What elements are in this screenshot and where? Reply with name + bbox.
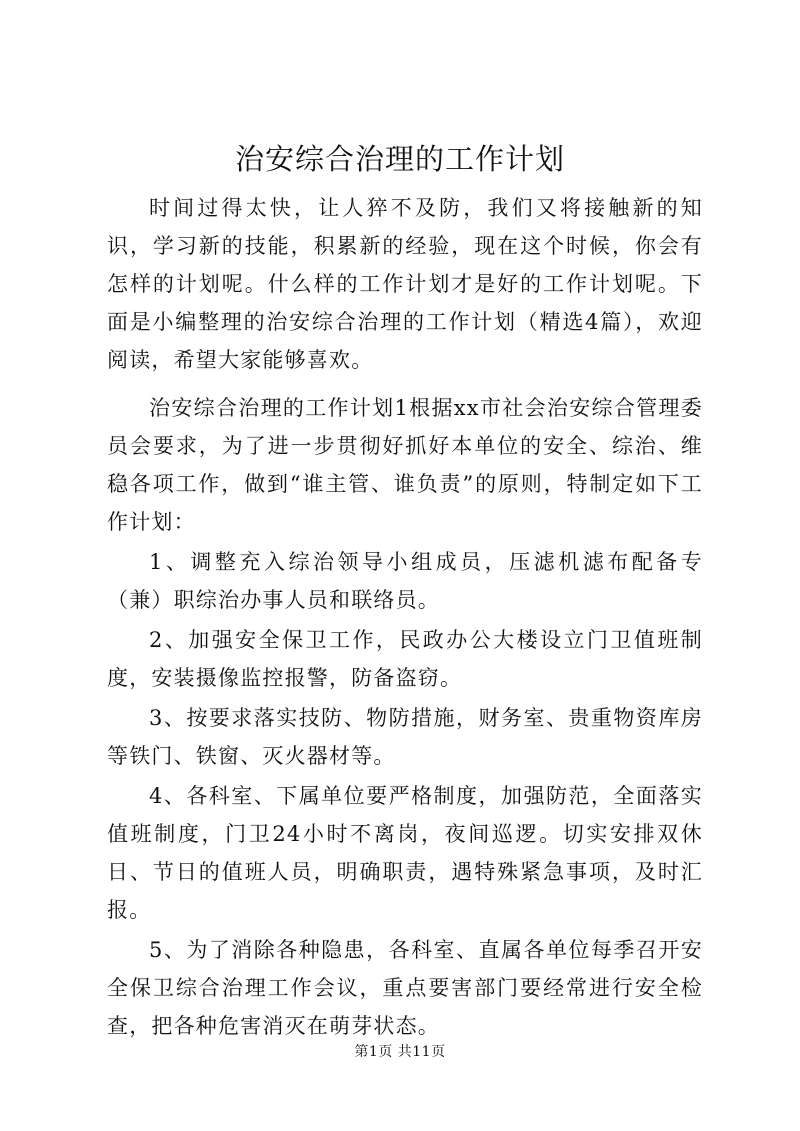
paragraph-item-4: 4、各科室、下属单位要严格制度，加强防范，全面落实值班制度，门卫24小时不离岗，夜间巡逻。切实安排双休日、节日的值班人员，明确职责，遇特殊紧急事项，及时汇报。 xyxy=(107,784,703,922)
document-body xyxy=(107,189,703,1047)
paragraph-item-5: 5、为了消除各种隐患，各科室、直属各单位每季召开安全保卫综合治理工作会议，重点要害部门要经常进行安全检查，把各种危害消灭在萌芽状态。 xyxy=(107,938,703,1038)
document-title: 治安综合治理的工作计划 xyxy=(234,142,565,176)
paragraph-intro: 时间过得太快，让人猝不及防，我们又将接触新的知识，学习新的技能，积累新的经验，现在这个时候，你会有怎样的计划呢。什么样的工作计划才是好的工作计划呢。下面是小编整理的治安综合治理的工作计划（精选4篇），欢迎阅读，希望大家能够喜欢。 xyxy=(107,196,703,372)
paragraph-item-3: 3、按要求落实技防、物防措施，财务室、贵重物资库房等铁门、铁窗、灭火器材等。 xyxy=(107,706,703,768)
page-number-footer: 第1页 共11页 xyxy=(354,1044,446,1060)
paragraph-item-2: 2、加强安全保卫工作，民政办公大楼设立门卫值班制度，安装摄像监控报警，防备盗窃。 xyxy=(107,628,703,690)
paragraph-item-1: 1、调整充入综治领导小组成员，压滤机滤布配备专（兼）职综治办事人员和联络员。 xyxy=(107,550,703,612)
paragraph-plan-1-intro: 治安综合治理的工作计划1根据xx市社会治安综合管理委员会要求，为了进一步贯彻好抓好本单位的安全、综治、维稳各项工作，做到“谁主管、谁负责”的原则，特制定如下工作计划： xyxy=(107,396,703,534)
